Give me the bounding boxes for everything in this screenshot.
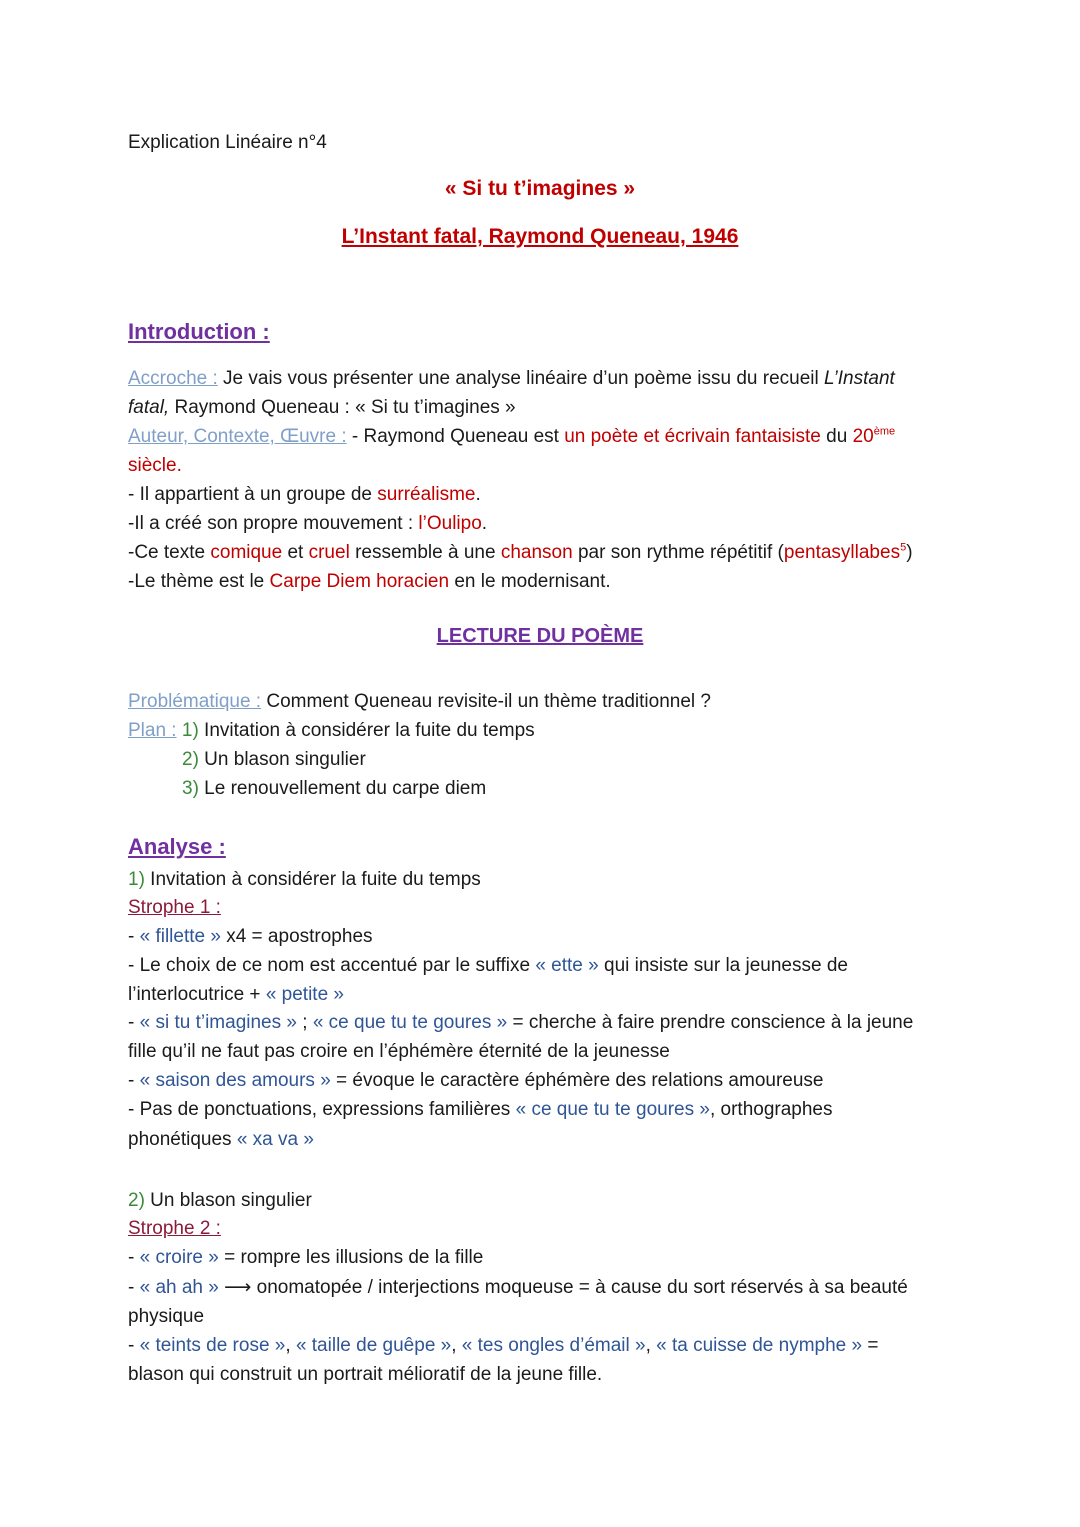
plan-num: 2) [182,749,199,770]
poem-title-text: « Si tu t’imagines » [444,177,636,200]
quote: « ce que tu te goures » [312,1012,508,1033]
text: fille qu’il ne faut pas croire en l’éphémère éternité de la jeunesse [128,1041,670,1062]
s1-line-6 [128,1066,970,1095]
quote: « fillette » [139,926,221,947]
poem-source [0,222,1080,252]
plan-text: Le renouvellement du carpe diem [198,778,487,799]
quote: « saison des amours » [139,1070,331,1091]
quote: « xa va » [236,1129,314,1150]
quote: « ette » [535,955,599,976]
text: ) [906,542,913,563]
problematique-label: Problématique : [128,691,262,712]
quote: « taille de guêpe » [295,1335,452,1356]
s1-line-3 [128,980,970,1009]
plan-num: 3) [182,778,199,799]
text: - [128,1012,140,1033]
text: , [285,1335,296,1356]
introduction-heading-text: Introduction : [128,319,270,344]
text: physique [128,1306,205,1327]
text: - Le choix de ce nom est accentué par le suffixe [128,955,536,976]
arrow-icon: ⟶ [218,1277,257,1298]
analyse-heading [128,832,970,863]
accroche-text-2: Raymond Queneau : « Si tu t’imagines » [169,397,516,418]
analyse-heading-text: Analyse : [128,834,226,859]
text: - [128,1277,140,1298]
text: - Pas de ponctuations, expressions familières [128,1099,516,1120]
text: -Ce texte [128,542,211,563]
footnote-sup: 5 [900,541,907,554]
text: -Il a créé son propre mouvement : [128,513,419,534]
quote: « ce que tu te goures » [515,1099,710,1120]
quote: « croire » [139,1247,219,1268]
text: qui insiste sur la jeunesse de [598,955,848,976]
auteur-century: 20 [852,426,874,447]
lecture-heading [0,622,1080,651]
part2-title [128,1186,970,1215]
quote: « ah ah » [139,1277,219,1298]
s2-line-4 [128,1331,970,1360]
auteur-label: Auteur, Contexte, Œuvre : [128,426,347,447]
text: blason qui construit un portrait mélioratif de la jeune fille. [128,1364,603,1385]
document-label [128,128,970,157]
text: x4 = apostrophes [220,926,373,947]
highlight: l’Oulipo [418,513,482,534]
s2-line-1 [128,1243,970,1272]
part-num: 2) [128,1190,145,1211]
intro-point-4 [128,567,970,596]
text: = rompre les illusions de la fille [218,1247,484,1268]
problematique-line [128,687,970,716]
text: ressemble à une [349,542,501,563]
text: par son rythme répétitif ( [572,542,784,563]
text: = évoque le caractère éphémère des relations amoureuse [330,1070,824,1091]
text: -Le thème est le [128,571,270,592]
s2-line-5 [128,1360,970,1389]
text: , [645,1335,657,1356]
introduction-heading [128,317,970,348]
plan-line-2 [182,745,970,774]
s1-line-5 [128,1037,970,1066]
plan-label: Plan : [128,720,177,741]
text: . [475,484,481,505]
text: et [282,542,309,563]
quote: « teints de rose » [139,1335,286,1356]
s1-line-7 [128,1095,970,1124]
auteur-sup: ème [873,425,896,438]
quote: « tes ongles d’émail » [461,1335,646,1356]
text: - [128,926,140,947]
auteur-text-2: du [820,426,853,447]
strophe-2 [128,1214,970,1243]
highlight: chanson [500,542,573,563]
problematique-text: Comment Queneau revisite-il un thème traditionnel ? [261,691,711,712]
s1-line-4 [128,1008,970,1037]
strophe-1 [128,893,970,922]
text: , [451,1335,462,1356]
lecture-heading-text: LECTURE DU POÈME [436,625,644,647]
part-title: Invitation à considérer la fuite du temps [144,869,481,890]
part-title: Un blason singulier [144,1190,312,1211]
accroche-italic: L’Instant [824,368,895,389]
highlight: surréalisme [377,484,476,505]
text: onomatopée / interjections moqueuse = à cause du sort réservés à sa beauté [256,1277,908,1298]
strophe-label: Strophe 2 : [128,1218,221,1239]
text: - [128,1247,140,1268]
poem-source-text: L’Instant fatal, Raymond Queneau, 1946 [341,225,739,248]
text: phonétiques [128,1129,237,1150]
text: - Il appartient à un groupe de [128,484,378,505]
plan-num: 1) [181,720,199,741]
strophe-label: Strophe 1 : [128,897,221,918]
plan-line-3 [182,774,970,803]
text: en le modernisant. [449,571,611,592]
quote: « petite » [265,984,344,1005]
s1-line-2 [128,951,970,980]
highlight: pentasyllabes [783,542,901,563]
quote: « ta cuisse de nymphe » [656,1335,863,1356]
s2-line-2 [128,1273,970,1302]
intro-point-1 [128,480,970,509]
text: - [128,1070,140,1091]
auteur-line [128,422,970,451]
plan-text: Invitation à considérer la fuite du temps [198,720,535,741]
plan-text: Un blason singulier [198,749,366,770]
auteur-line-2 [128,451,970,480]
highlight: Carpe Diem horacien [269,571,450,592]
highlight: cruel [308,542,350,563]
part1-title [128,865,970,894]
text: l’interlocutrice + [128,984,266,1005]
quote: « si tu t’imagines » [139,1012,297,1033]
accroche-line-2 [128,393,970,422]
auteur-siecle: siècle. [128,455,182,476]
poem-title [0,174,1080,204]
intro-point-3 [128,538,970,567]
part-num: 1) [128,869,145,890]
plan-line-1 [128,716,970,745]
accroche-text: Je vais vous présenter une analyse linéaire d’un poème issu du recueil [217,368,825,389]
s2-line-3 [128,1302,970,1331]
text: - [128,1335,140,1356]
text: = cherche à faire prendre conscience à la jeune [507,1012,914,1033]
text: , orthographes [709,1099,833,1120]
s1-line-1 [128,922,970,951]
text: = [862,1335,879,1356]
accroche-line-1 [128,364,970,393]
text: ; [296,1012,313,1033]
text: . [481,513,488,534]
label-text: Explication Linéaire n°4 [128,132,327,153]
auteur-highlight: un poète et écrivain fantaisiste [564,426,821,447]
intro-point-2 [128,509,970,538]
accroche-label: Accroche : [128,368,218,389]
highlight: comique [210,542,283,563]
accroche-italic-2: fatal, [128,397,170,418]
s1-line-8 [128,1125,970,1154]
auteur-text: - Raymond Queneau est [346,426,565,447]
